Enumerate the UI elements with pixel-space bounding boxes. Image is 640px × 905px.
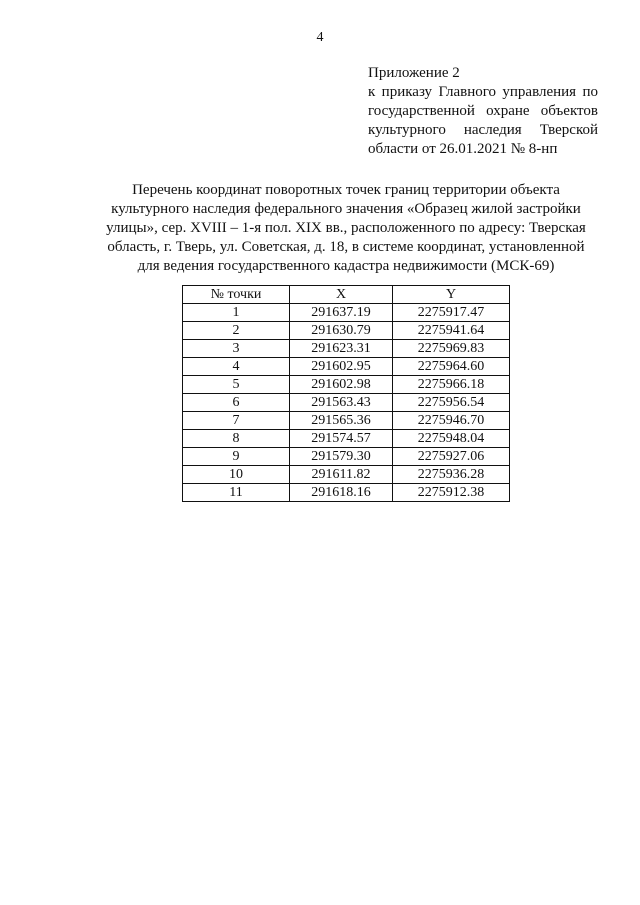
table-row [183, 448, 510, 466]
table-row [183, 340, 510, 358]
cell-y: 2275964.60 [393, 358, 510, 376]
appendix-line: к приказу Главного управления по [368, 84, 598, 100]
cell-point-number: 3 [183, 340, 290, 358]
cell-x: 291602.98 [290, 376, 393, 394]
cell-y: 2275936.28 [393, 466, 510, 484]
table-row [183, 466, 510, 484]
cell-point-number: 9 [183, 448, 290, 466]
cell-point-number: 5 [183, 376, 290, 394]
cell-y: 2275941.64 [393, 322, 510, 340]
cell-point-number: 1 [183, 304, 290, 322]
heading-line: Перечень координат поворотных точек границ территории объекта [132, 182, 560, 198]
cell-y: 2275912.38 [393, 484, 510, 502]
appendix-block [368, 64, 598, 159]
coordinates-table [182, 285, 510, 502]
cell-y: 2275927.06 [393, 448, 510, 466]
cell-x: 291611.82 [290, 466, 393, 484]
cell-x: 291630.79 [290, 322, 393, 340]
heading-line: область, г. Тверь, ул. Советская, д. 18, в системе координат, установленной [107, 239, 585, 255]
cell-x: 291574.57 [290, 430, 393, 448]
cell-point-number: 8 [183, 430, 290, 448]
cell-y: 2275946.70 [393, 412, 510, 430]
appendix-line: культурного наследия Тверской [368, 122, 598, 138]
table-row [183, 322, 510, 340]
table-row [183, 412, 510, 430]
table-row [183, 304, 510, 322]
appendix-title: Приложение 2 [368, 65, 460, 81]
cell-point-number: 10 [183, 466, 290, 484]
cell-y: 2275917.47 [393, 304, 510, 322]
table-header-row [183, 286, 510, 304]
heading-line: культурного наследия федерального значения «Образец жилой застройки [111, 201, 581, 217]
cell-point-number: 11 [183, 484, 290, 502]
cell-x: 291563.43 [290, 394, 393, 412]
cell-point-number: 4 [183, 358, 290, 376]
heading-line: для ведения государственного кадастра недвижимости (МСК-69) [137, 258, 555, 274]
heading-line: улицы», сер. XVIII – 1-я пол. XIX вв., расположенного по адресу: Тверская [106, 220, 586, 236]
document-heading [92, 181, 600, 276]
table-row [183, 430, 510, 448]
cell-y: 2275948.04 [393, 430, 510, 448]
table-row [183, 376, 510, 394]
table-row [183, 484, 510, 502]
cell-x: 291637.19 [290, 304, 393, 322]
cell-x: 291602.95 [290, 358, 393, 376]
column-header-x: X [290, 286, 393, 304]
cell-point-number: 2 [183, 322, 290, 340]
table-row [183, 394, 510, 412]
cell-x: 291618.16 [290, 484, 393, 502]
cell-y: 2275956.54 [393, 394, 510, 412]
appendix-line: области от 26.01.2021 № 8-нп [368, 141, 558, 157]
page-number: 4 [316, 30, 324, 45]
cell-y: 2275969.83 [393, 340, 510, 358]
cell-y: 2275966.18 [393, 376, 510, 394]
cell-x: 291579.30 [290, 448, 393, 466]
cell-x: 291565.36 [290, 412, 393, 430]
column-header-y: Y [393, 286, 510, 304]
table-row [183, 358, 510, 376]
cell-x: 291623.31 [290, 340, 393, 358]
column-header-point-number: № точки [183, 286, 290, 304]
cell-point-number: 6 [183, 394, 290, 412]
appendix-line: государственной охране объектов [368, 103, 598, 119]
cell-point-number: 7 [183, 412, 290, 430]
